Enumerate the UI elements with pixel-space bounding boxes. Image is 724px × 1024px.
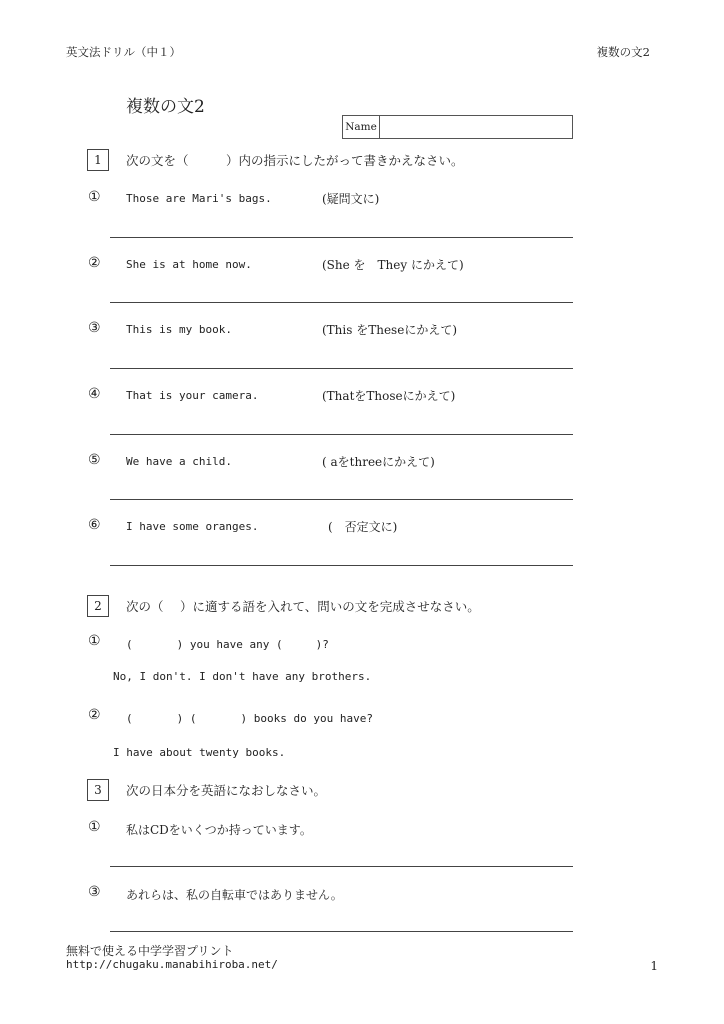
s3-item2-answer-line[interactable] <box>110 931 573 932</box>
s3-item2-sentence: あれらは、私の自転車ではありません。 <box>126 888 343 902</box>
s1-item5-mark: ⑤ <box>88 452 101 468</box>
s1-item5-hint: ( aをthreeにかえて) <box>322 455 435 469</box>
s1-item3-answer-line[interactable] <box>110 368 573 369</box>
s3-item2-mark: ③ <box>88 884 101 900</box>
s1-item5-answer-line[interactable] <box>110 499 573 500</box>
s1-item1-mark: ① <box>88 189 101 205</box>
s2-item1-answer: No, I don't. I don't have any brothers. <box>113 670 372 683</box>
s1-item3-hint: (This をTheseにかえて) <box>322 323 458 337</box>
s1-item4-sentence: That is your camera. <box>126 389 259 402</box>
s1-item6-mark: ⑥ <box>88 517 101 533</box>
s1-item2-answer-line[interactable] <box>110 302 573 303</box>
s2-item2-answer: I have about twenty books. <box>113 746 286 759</box>
s1-item1-sentence: Those are Mari's bags. <box>126 192 272 205</box>
s1-item6-hint: ( 否定文に) <box>328 520 398 534</box>
s1-item2-hint: (She を They にかえて) <box>322 258 464 272</box>
s2-item2-question: ( ) ( ) books do you have? <box>126 712 373 725</box>
s1-item1-hint: (疑問文に) <box>322 192 380 206</box>
header-left: 英文法ドリル（中１） <box>66 45 181 59</box>
s3-item1-mark: ① <box>88 819 101 835</box>
s1-item3-sentence: This is my book. <box>126 323 232 336</box>
name-box[interactable] <box>342 115 573 139</box>
s1-item1-answer-line[interactable] <box>110 237 573 238</box>
section2-instruction: 次の（ ）に適する語を入れて、問いの文を完成させなさい。 <box>126 599 480 614</box>
header-right: 複数の文2 <box>596 45 650 59</box>
footer-site-name: 無料で使える中学学習プリント <box>66 944 234 958</box>
s2-item2-mark: ② <box>88 707 101 723</box>
page-title: 複数の文2 <box>126 97 205 117</box>
s3-item1-answer-line[interactable] <box>110 866 573 867</box>
s1-item5-sentence: We have a child. <box>126 455 232 468</box>
section2-number: 2 <box>87 595 109 617</box>
section3-number: 3 <box>87 779 109 801</box>
footer-url[interactable]: http://chugaku.manabihiroba.net/ <box>66 958 278 971</box>
name-label: Name <box>343 116 380 138</box>
s1-item4-hint: (ThatをThoseにかえて) <box>322 389 456 403</box>
s1-item2-mark: ② <box>88 255 101 271</box>
s3-item1-sentence: 私はCDをいくつか持っています。 <box>126 823 312 837</box>
s2-item1-question: ( ) you have any ( )? <box>126 638 329 651</box>
section1-number: 1 <box>87 149 109 171</box>
page-number: 1 <box>650 959 658 973</box>
s1-item3-mark: ③ <box>88 320 101 336</box>
s2-item1-mark: ① <box>88 633 101 649</box>
s1-item4-answer-line[interactable] <box>110 434 573 435</box>
s1-item6-sentence: I have some oranges. <box>126 520 259 533</box>
s1-item2-sentence: She is at home now. <box>126 258 252 271</box>
section3-instruction: 次の日本分を英語になおしなさい。 <box>126 783 327 798</box>
s1-item6-answer-line[interactable] <box>110 565 573 566</box>
section1-instruction: 次の文を（ ）内の指示にしたがって書きかえなさい。 <box>126 153 464 168</box>
s1-item4-mark: ④ <box>88 386 101 402</box>
